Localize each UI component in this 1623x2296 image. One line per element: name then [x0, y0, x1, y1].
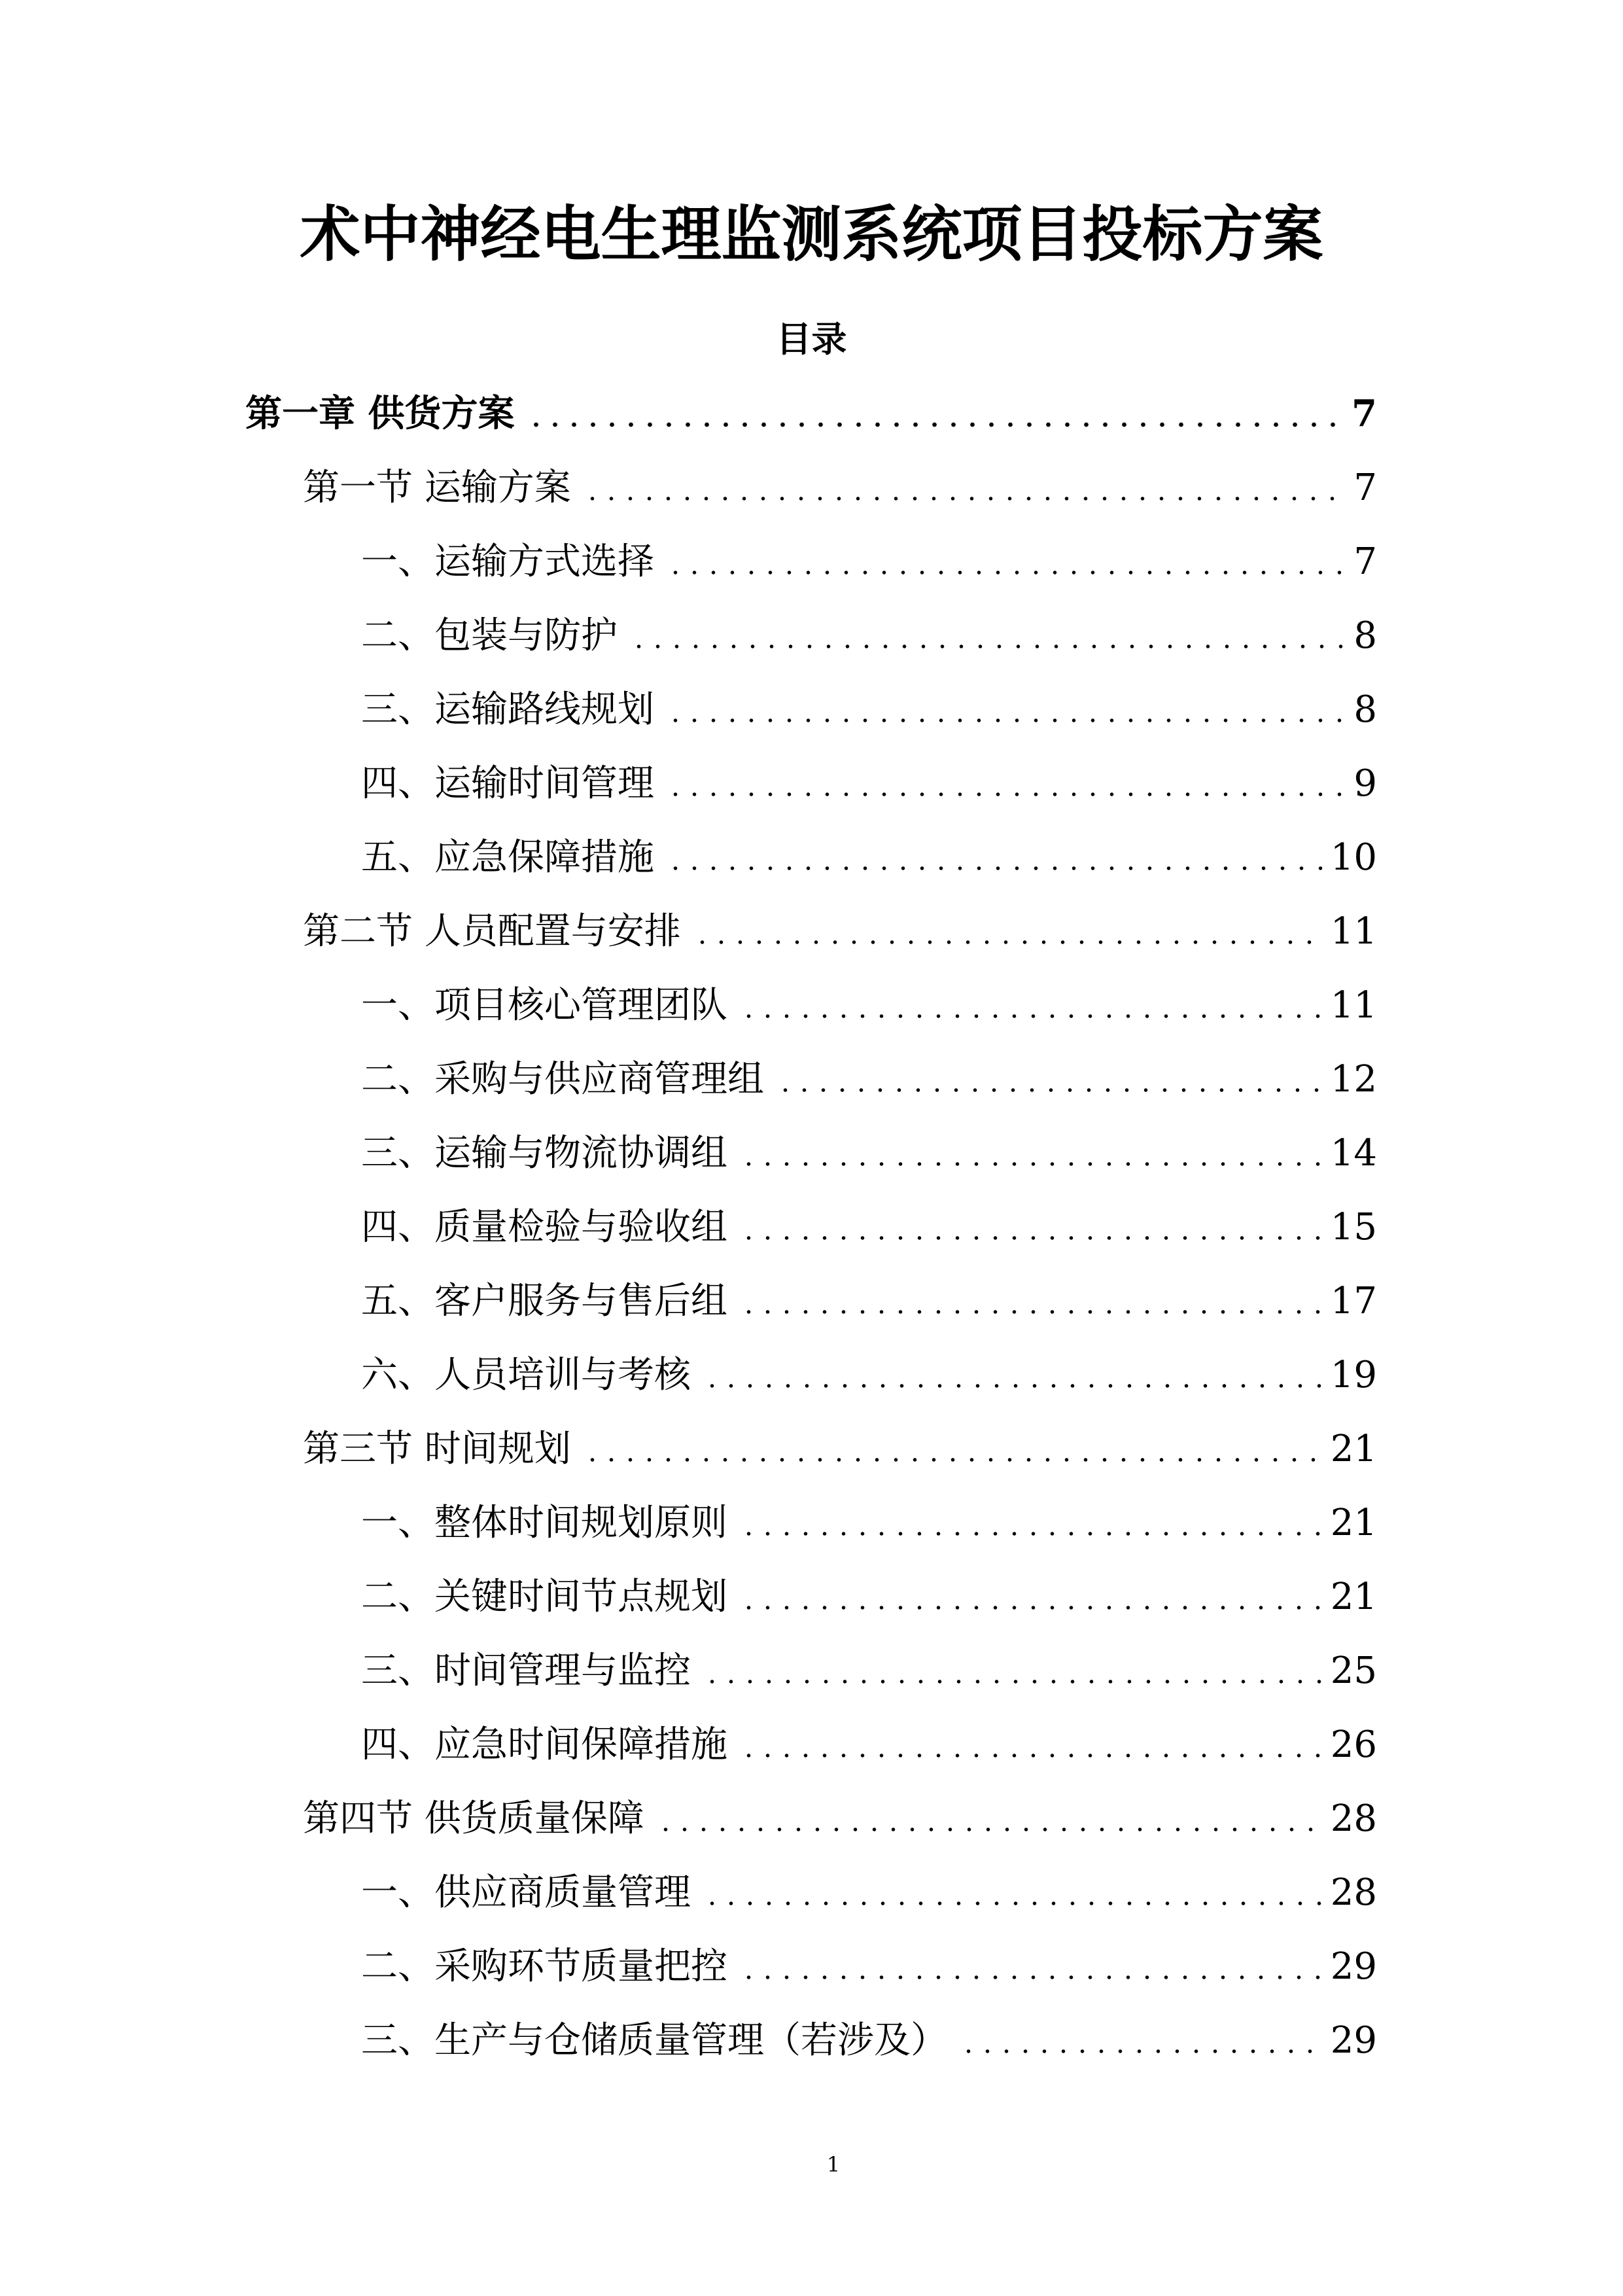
dot-leader: [735, 1190, 1323, 1264]
toc-item: [245, 1486, 1377, 1560]
toc-entry-label: 二、包装与防护: [361, 614, 618, 657]
dot-leader: [699, 1856, 1323, 1930]
table-of-contents: [245, 377, 1377, 2077]
toc-item: [245, 1708, 1377, 1782]
toc-entry-page: 7: [1352, 392, 1377, 435]
toc-entry-page: 7: [1353, 540, 1377, 583]
toc-entry-page: 12: [1330, 1058, 1377, 1101]
dot-leader: [689, 894, 1323, 968]
toc-item: [245, 1116, 1377, 1190]
toc-entry-page: 10: [1330, 836, 1377, 879]
toc-entry-label: 二、采购环节质量把控: [361, 1945, 727, 1988]
toc-item: [245, 1634, 1377, 1708]
dot-leader: [735, 1930, 1323, 2004]
toc-entry-label: 第一节 运输方案: [303, 467, 571, 509]
toc-item: [245, 1338, 1377, 1412]
toc-entry-label: 三、运输与物流协调组: [361, 1132, 727, 1174]
dot-leader: [735, 1264, 1323, 1338]
toc-entry-label: 第一章 供货方案: [245, 392, 515, 435]
toc-entry-label: 五、客户服务与售后组: [361, 1280, 727, 1322]
toc-entry-page: 19: [1330, 1354, 1377, 1396]
toc-entry-page: 8: [1353, 614, 1377, 657]
toc-entry-page: 29: [1330, 1945, 1377, 1988]
toc-entry-label: 第二节 人员配置与安排: [303, 910, 681, 953]
toc-item: [245, 525, 1377, 599]
dot-leader: [662, 673, 1346, 747]
toc-section: [245, 1412, 1377, 1486]
toc-item: [245, 1560, 1377, 1634]
dot-leader: [699, 1338, 1323, 1412]
dot-leader: [579, 451, 1346, 525]
toc-item: [245, 673, 1377, 747]
toc-entry-label: 第三节 时间规划: [303, 1428, 571, 1470]
toc-entry-page: 9: [1353, 762, 1377, 805]
toc-entry-page: 26: [1330, 1723, 1377, 1766]
dot-leader: [772, 1042, 1323, 1116]
toc-entry-page: 7: [1353, 467, 1377, 509]
toc-heading: 目录: [776, 318, 847, 360]
toc-entry-page: 14: [1330, 1132, 1377, 1174]
toc-entry-label: 一、供应商质量管理: [361, 1871, 691, 1914]
toc-entry-page: 17: [1330, 1280, 1377, 1322]
toc-section: [245, 451, 1377, 525]
toc-chapter: [245, 377, 1377, 451]
toc-entry-label: 三、生产与仓储质量管理（若涉及）: [361, 2019, 947, 2062]
toc-section: [245, 894, 1377, 968]
toc-item: [245, 2004, 1377, 2077]
toc-section: [245, 1782, 1377, 1856]
dot-leader: [662, 821, 1323, 894]
toc-entry-page: 11: [1330, 910, 1377, 953]
dot-leader: [652, 1782, 1323, 1856]
toc-entry-label: 三、时间管理与监控: [361, 1650, 691, 1692]
toc-item: [245, 599, 1377, 673]
dot-leader: [955, 2004, 1323, 2077]
toc-entry-label: 二、采购与供应商管理组: [361, 1058, 764, 1101]
dot-leader: [735, 1486, 1323, 1560]
toc-item: [245, 1930, 1377, 2004]
dot-leader: [662, 747, 1346, 821]
toc-entry-label: 五、应急保障措施: [361, 836, 654, 879]
toc-entry-label: 三、运输路线规划: [361, 688, 654, 731]
toc-item: [245, 968, 1377, 1042]
dot-leader: [579, 1412, 1323, 1486]
dot-leader: [662, 525, 1346, 599]
toc-entry-label: 四、应急时间保障措施: [361, 1723, 727, 1766]
page-number: 1: [826, 2152, 841, 2177]
dot-leader: [735, 1116, 1323, 1190]
toc-item: [245, 1856, 1377, 1930]
toc-entry-page: 21: [1330, 1502, 1377, 1544]
toc-entry-page: 15: [1330, 1206, 1377, 1248]
toc-entry-page: 11: [1330, 984, 1377, 1027]
toc-entry-page: 29: [1330, 2019, 1377, 2062]
toc-entry-label: 四、运输时间管理: [361, 762, 654, 805]
dot-leader: [699, 1634, 1323, 1708]
toc-entry-label: 第四节 供货质量保障: [303, 1797, 644, 1840]
dot-leader: [735, 968, 1323, 1042]
toc-entry-label: 四、质量检验与验收组: [361, 1206, 727, 1248]
toc-entry-label: 一、运输方式选择: [361, 540, 654, 583]
toc-item: [245, 1264, 1377, 1338]
toc-entry-page: 21: [1330, 1428, 1377, 1470]
toc-entry-label: 一、项目核心管理团队: [361, 984, 727, 1027]
document-title: 术中神经电生理监测系统项目投标方案: [300, 199, 1323, 270]
toc-entry-page: 25: [1330, 1650, 1377, 1692]
toc-entry-label: 二、关键时间节点规划: [361, 1576, 727, 1618]
toc-item: [245, 1042, 1377, 1116]
toc-entry-page: 28: [1330, 1871, 1377, 1914]
toc-entry-label: 六、人员培训与考核: [361, 1354, 691, 1396]
toc-item: [245, 1190, 1377, 1264]
toc-item: [245, 747, 1377, 821]
toc-entry-page: 21: [1330, 1576, 1377, 1618]
toc-entry-page: 8: [1353, 688, 1377, 731]
dot-leader: [735, 1708, 1323, 1782]
toc-entry-label: 一、整体时间规划原则: [361, 1502, 727, 1544]
dot-leader: [625, 599, 1346, 673]
dot-leader: [523, 377, 1344, 451]
toc-entry-page: 28: [1330, 1797, 1377, 1840]
dot-leader: [735, 1560, 1323, 1634]
toc-item: [245, 821, 1377, 894]
